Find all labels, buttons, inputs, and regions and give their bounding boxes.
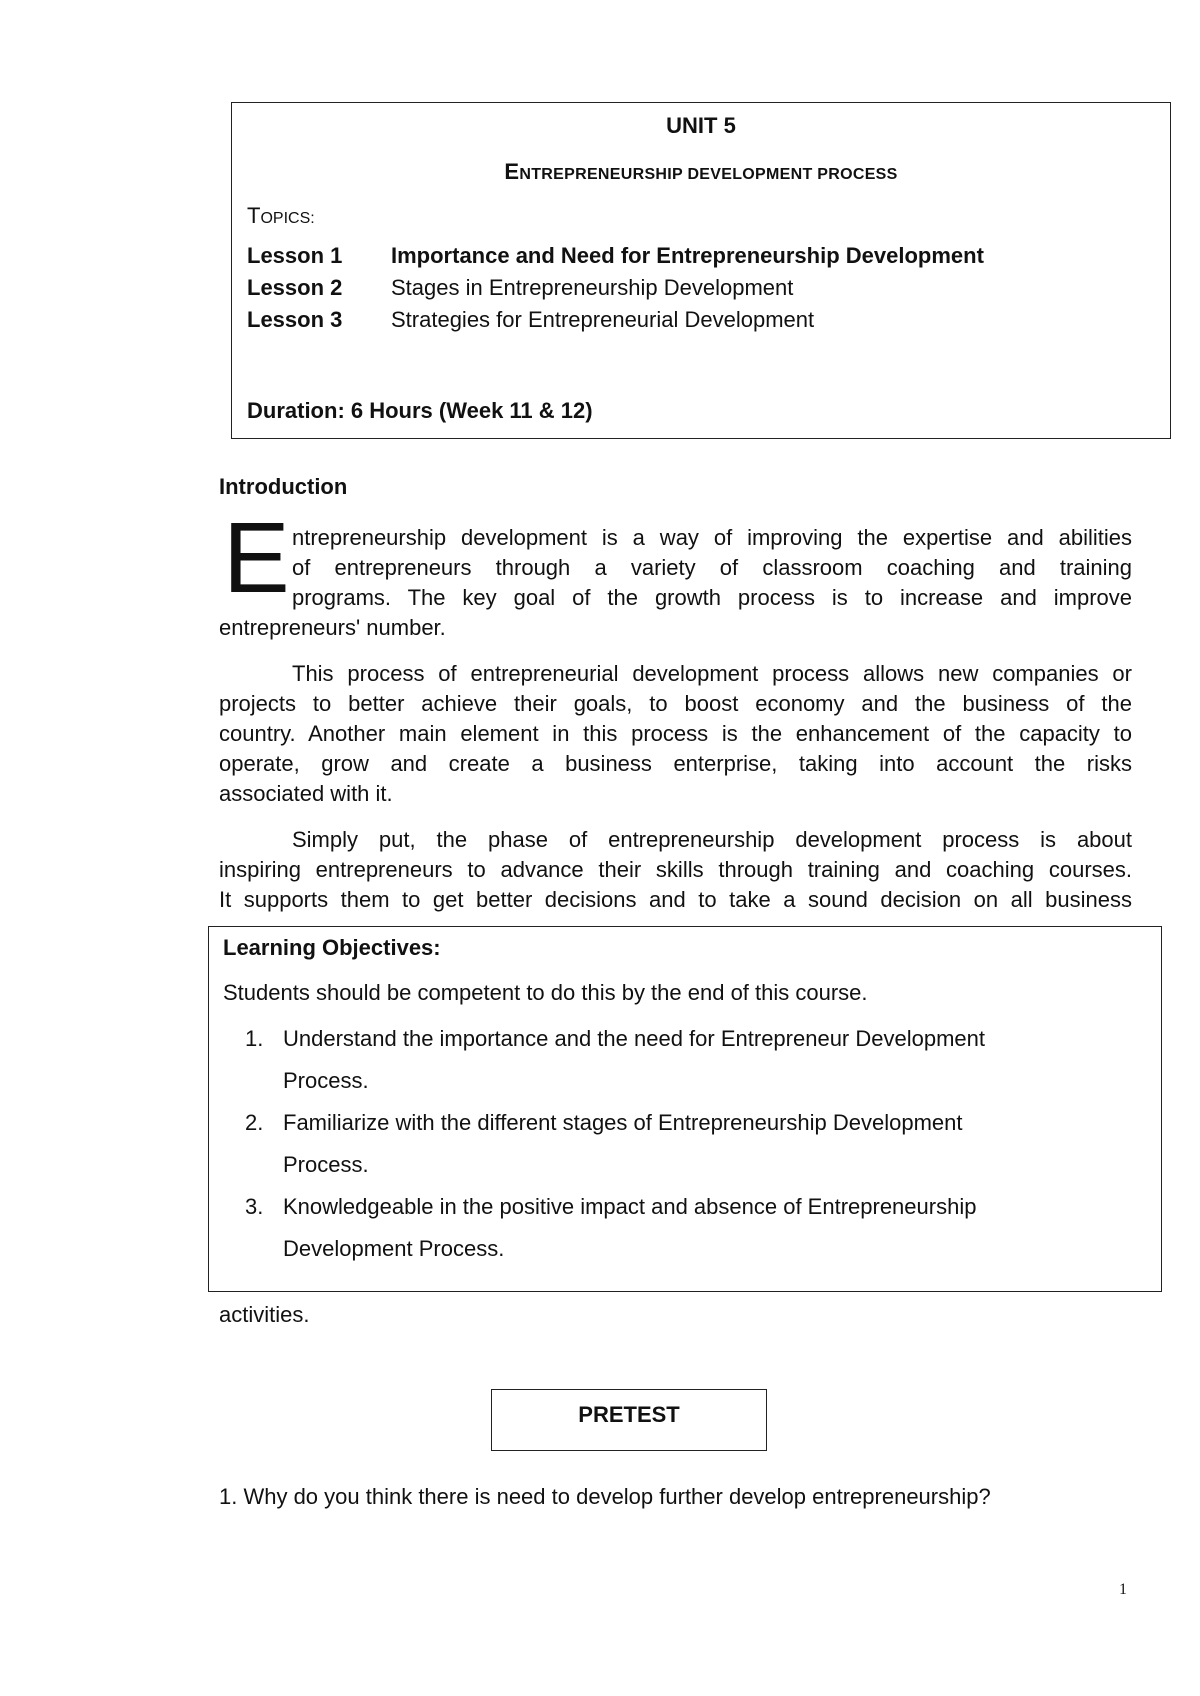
introduction-heading: Introduction [219,474,348,499]
intro-p3-line: inspiring entrepreneurs to advance their skills through training and coaching courses. [219,857,1132,882]
intro-p1-line: ntrepreneurship development is a way of improving the expertise and abilities [292,525,1132,550]
intro-p3-line: activities. [219,1302,310,1327]
intro-p2-line: country. Another main element in this process is the enhancement of the capacity to [219,721,1132,746]
intro-p2-line: associated with it. [219,781,393,806]
pretest-question: 1. Why do you think there is need to develop further develop entrepreneurship? [219,1484,991,1509]
unit-header-box [231,102,1171,439]
intro-p1-line: programs. The key goal of the growth process is to increase and improve [292,585,1132,610]
objective-text: Knowledgeable in the positive impact and absence of Entrepreneurship [283,1194,977,1219]
learning-objectives-intro: Students should be competent to do this by the end of this course. [223,980,868,1005]
objective-item [245,1186,976,1228]
objective-text-cont: Process. [283,1152,369,1177]
objective-number: 3. [245,1194,264,1219]
objective-text-cont: Process. [283,1068,369,1093]
objective-text: Familiarize with the different stages of Entrepreneurship Development [283,1110,963,1135]
learning-objectives-box [208,926,1162,1292]
lesson-number: Lesson 1 [247,243,343,268]
lesson-title: Importance and Need for Entrepreneurship Development [391,243,984,268]
intro-p1-line: of entrepreneurs through a variety of classroom coaching and training [292,555,1132,580]
objective-item [245,1018,985,1060]
objective-text-cont: Development Process. [283,1236,505,1261]
intro-p2-line: This process of entrepreneurial development process allows new companies or [292,661,1132,686]
objective-item [245,1102,963,1144]
lesson-row [247,307,814,339]
lesson-row [247,275,793,307]
topics-label [247,203,315,229]
objective-number: 2. [245,1110,264,1135]
objective-number: 1. [245,1026,264,1051]
learning-objectives-title: Learning Objectives: [223,935,441,960]
unit-subtitle-initial: E [504,159,520,184]
intro-p3-line: It supports them to get better decisions and to take a sound decision on all business [219,887,1132,912]
page-number: 1 [1119,1581,1127,1598]
unit-subtitle [232,159,1170,185]
objective-text: Understand the importance and the need for Entrepreneur Development [283,1026,985,1051]
lesson-row [247,243,984,275]
duration: Duration: 6 Hours (Week 11 & 12) [247,398,593,423]
intro-p3-line: Simply put, the phase of entrepreneurship development process is about [292,827,1132,852]
lesson-number: Lesson 2 [247,275,343,300]
pretest-label: PRETEST [578,1402,680,1427]
topics-label-initial: T [247,203,261,228]
intro-p2-line: projects to better achieve their goals, to boost economy and the business of the [219,691,1132,716]
lesson-title: Stages in Entrepreneurship Development [391,275,794,300]
unit-title: UNIT 5 [666,113,736,138]
lesson-title: Strategies for Entrepreneurial Development [391,307,815,332]
topics-label-rest: OPICS: [260,210,315,227]
unit-subtitle-rest: NTREPRENEURSHIP DEVELOPMENT PROCESS [519,166,898,183]
lesson-number: Lesson 3 [247,307,343,332]
pretest-box [491,1389,767,1451]
drop-cap: E [223,502,290,614]
intro-p2-line: operate, grow and create a business enterprise, taking into account the risks [219,751,1132,776]
intro-p1-line: entrepreneurs' number. [219,615,446,640]
